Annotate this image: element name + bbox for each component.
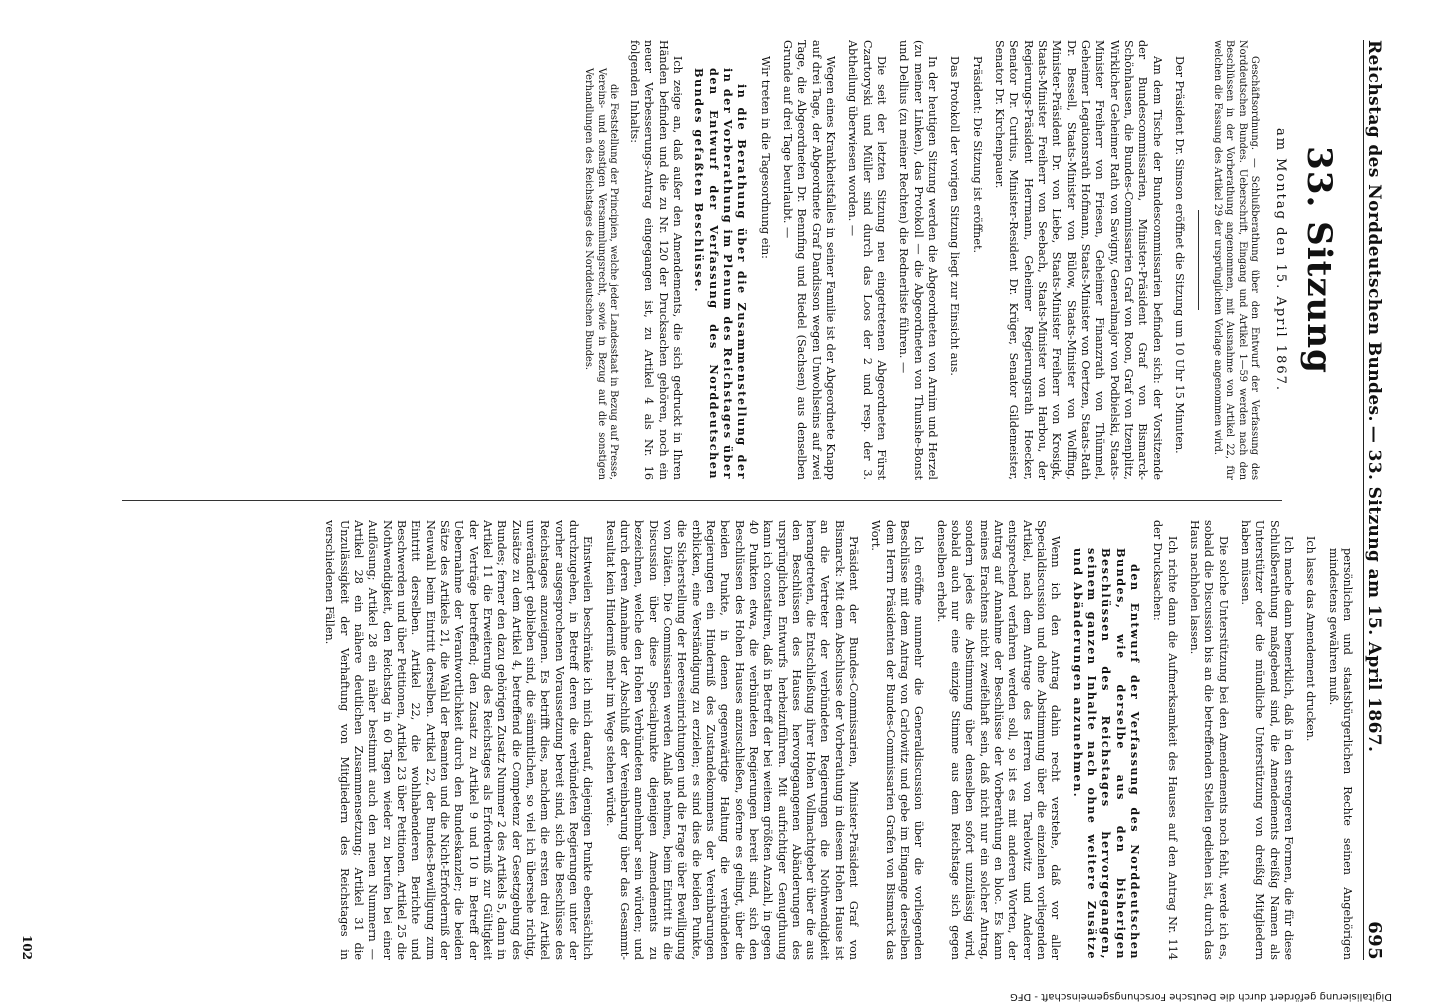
paragraph: Ich mache dann bemerklich, daß in den strengeren Formen, die für diese Schlußberathung maßgebend sind, die Amendements dreißig Namen als Unterstützer oder die mündliche Unterstützung von dreißig Mitgliedern haben müssen. bbox=[1239, 520, 1296, 960]
paragraph: Ich lasse das Amendement drucken. bbox=[1304, 536, 1318, 742]
running-head bbox=[1363, 40, 1392, 960]
paragraph: Der Präsident Dr. Simson eröffnet die Sitzung um 10 Uhr 15 Minuten. bbox=[1172, 56, 1186, 454]
motion-text: den Entwurf der Verfassung des Norddeutschen Bundes, wie derselbe aus den bisherigen Beschlüssen des Reichstages hervorgegangen, seinem ganzen Inhalte nach ohne weitere Zusätze und Abänderungen anzunehmen. bbox=[1070, 548, 1143, 960]
paragraph: Wir treten in die Tagesordnung ein: bbox=[758, 56, 772, 259]
paragraph: Wegen eines Krankheitsfalles in seiner Familie ist der Abgeordnete Knapp auf drei Tage, der Abgeordnete Graf Dandisson wegen Unwohlseins auf zwei Tage, die Abgeordneten Dr. Bennfing und Riedel (Sachsen) aus denselben Grunde auf drei Tage beurlaubt. — bbox=[781, 40, 838, 480]
session-title: 33. Sitzung bbox=[1299, 146, 1339, 374]
session-date: am Montag den 15. April 1867. bbox=[1273, 127, 1289, 393]
right-column bbox=[50, 520, 1354, 960]
separator-rule bbox=[1198, 210, 1199, 310]
session-summary: Geschäftsordnung. — Schlußberathung über den Entwurf der Verfassung des Norddeutschen Bundes. Ueberschrift, Eingang und Artikel 1—59 werden nach den Beschlüssen in der Vorberathung angenommen, mit Ausnahme von Artikel 22, für welchen die Fassung des Artikel 29 der ursprünglichen Vorlage angenommen wird. bbox=[1212, 40, 1260, 480]
header-center: — 33. Sitzung am 15. April 1867. bbox=[1364, 425, 1384, 753]
agenda-item: in die Berathung über die Zusammenstellung der in der Vorberathung im Plenum des Reichstages über den Entwurf der Verfassung des Norddeutschen Bundes gefaßten Beschlüsse. bbox=[692, 68, 750, 480]
header-left: Reichstag des Norddeutschen Bundes. bbox=[1364, 40, 1384, 422]
paragraph: Am dem Tische der Bundescommissarien befinden sich: der Vorsitzende der Bundescommissarien, Minister-Präsident Graf von Bismarck-Schönhausen, die Bundes-Commissarien Graf von Roon, Graf von Itzenplitz, Wirklicher Geheimer Rath von Savigny, Generalmajor von Podbielski, Staats-Minister Freiherr von Friesen, Geheimer Finanzrath von Thümmel, Geheimer Legationsrath Hofmann, Staats-Minister von Oertzen, Staats-Rath Dr. Bessell, Staats-Minister von Bülow, Staats-Minister von Wolffing, Minister-Präsident Dr. von Liebe, Staats-Minister Freiherr von Krosigk, Staats-Minister Freiherr von Seebach, Staats-Minister von Harbou, der Regierungs-Präsident Herrmann, Geheimer Regierungsrath Hoecker, Senator Dr. Curtius, Minister-Resident Dr. Krüger, Senator Gildemeister, Senator Dr. Kirchenpauer. bbox=[992, 40, 1164, 480]
paragraph: Die solche Unterstützung bei den Amendements noch fehlt, werde ich es, sobald die Discussion bis an die betreffenden Stellen gediehen ist, durch das Haus nachholen lassen. bbox=[1188, 520, 1230, 960]
paragraph: Präsident: Die Sitzung ist eröffnet. bbox=[970, 56, 984, 254]
signature-number: 102 bbox=[20, 934, 34, 960]
paragraph: Ich richte dann die Aufmerksamkeit des Hauses auf den Antrag Nr. 114 der Drucksachen: bbox=[1151, 520, 1179, 960]
paragraph: Präsident der Bundes-Commissarien, Minister-Präsident Graf von Bismarck: Mit dem Abschlusse der Vorberathung in diesem Hohen Hause ist an die Vertreter der verbündeten Regierungen die Nothwendigkeit herangetreten, die Entschließung ihrer Hohen Vollmachtgeber über die aus den Beschlüssen des Hauses hervorgegangenen Abänderungen des ursprünglichen Entwurfs herbeizuführen. Mit aufrichtiger Genugthuung kann ich constatiren, daß in Betreff der bei weitem größten Anzahl, in gegen 40 Punkten etwa, die verbündeten Regierungen bereit sind, sich den Beschlüssen des Hohen Hauses anzuschließen, soferne es gelingt, über die beiden Punkte, in denen gegenwärtige Haltung die verbündeten Regierungen ein Hinderniß des Zustandekommens der Vereinbarungen erblicken, eine Verständigung zu erzielen; es sind dies die beiden Punkte, die Sicherstellung der Heereseinrichtungen und die Frage über Bewilligung von Diäten. Die Commissarien werden Anlaß nehmen, beim Eintritt in die Discussion über diese Specialpunkte diejenigen Amendements zu bezeichnen, welche den Hohen Verbündeten annehmbar sein würden; und durch deren Annahme der Abschluß der Vereinbarung über das Gesammt-Resultat kein Hinderniß mehr im Wege stehen würde. bbox=[603, 520, 861, 960]
paragraph: In der heutigen Sitzung werden die Abgeordneten von Arnim und Herzel (zu meiner Linken), das Protokoll — die Abgeordneten von Thunshe-Bonst und Dellius (zu meiner Rechten) die Rednerliste führen. — bbox=[897, 40, 939, 480]
dfg-side-note: Digitalisierung gefördert durch die Deutsche Forschungsgemeinschaft - DFG bbox=[1009, 991, 1392, 1002]
page-number: 695 bbox=[1364, 921, 1385, 960]
paragraph: Das Protokoll der vorigen Sitzung liegt zur Einsicht aus. bbox=[948, 56, 962, 376]
left-column bbox=[50, 40, 1354, 480]
paragraph: Einstweilen beschränke ich mich darauf, diejenigen Punkte ebensächlich durchzugehen, in Betreff deren die verbündeten Regierungen unter der vorher ausgesprochenen Voraussetzung bereit sind, sich die Beschlüsse des Reichstages anzueignen. Es betrifft dies, nachdem die ersten drei Artikel unverändert geblieben sind, die sämmtlichen, so viel ich übersehe richtig, Zusätze zu dem Artikel 4, betreffend die Competenz der Gesetzgebung des Bundes; ferner den dazu gehörigen Zusatz Nummer 2 des Artikels 5, dann in Artikel 11 die Erweiterung des Reichstages als Erforderniß zur Gültigkeit der Verträge betreffend; den Zusatz zu Artikel 9 und 10 in Betreff der Uebernahme der Verantwortlichkeit durch den Bundeskanzler; die beiden Sätze des Artikels 21, die Wahl der Beamten und die Nicht-Erforderniß der Neuwahl beim Eintritt derselben. Artikel 22, der Bundes-Bewilligung zum Eintritt derselben. Artikel 22, die wohlhabenderen Berichte und Beschwerden und über Petitionen, Artikel 23 über Petitionen. Artikel 25 die Nothwendigkeit, den Reichstag in 60 Tagen wieder zu berufen bei einer Auflösung; Artikel 28 ein näher bestimmt auch den neuen Nummern — Artikel 28 ein nähere deutlichen Zusammensetzung; Artikel 31 die Unzulässigkeit der Verhaftung von Mitgliedern des Reichstages in verschiedenen Fällen. bbox=[323, 520, 595, 960]
paragraph: Wenn ich den Antrag dahin recht verstehe, daß vor aller Specialdiscussion und ohne Abstimmung über die einzelnen vorliegenden Artikel, nach dem Antrage des Herren von Tarelowitz und Anderer entsprechend verfahren werden soll, so ist es mit anderen Worten, der Antrag auf Annahme der Beschlüsse der Vorberathung en bloc. Es kann meines Erachtens nicht zweifelhaft sein, daß nicht nur ein solcher Antrag, sondern jedes die Abstimmung über denselben sofort unzulässig wird, sobald auch nur eine einzige Stimme aus dem Reichstage sich gegen denselben erhebt. bbox=[934, 520, 1063, 960]
amendment-text: die Feststellung der Principien, welche jeder Landesstaat in Bezug auf Presse, Vereins- und sonstigen Versammlungsrecht, sowie in Bezug auf die sonstigen Verhandlungen des Reichstages des Norddeutschen Bundes. bbox=[583, 68, 619, 480]
paragraph: Ich eröffne nunmehr die Generaldiscussion über die vorliegenden Beschlüsse mit dem Antrag von Carlowitz und gebe im Eingange derselben dem Herrn Präsidenten der Bundes-Commissarien Grafen von Bismarck das Wort. bbox=[869, 520, 926, 960]
paragraph: Ich zeige an, daß außer den Amendements, die sich gedruckt in Ihren Händen befinden und die zu Nr. 120 der Drucksachen gehören, noch ein neuer Verbesserungs-Antrag eingegangen ist, zu Artikel 4 als Nr. 16 folgenden Inhalts: bbox=[628, 40, 685, 480]
column-divider bbox=[122, 500, 1282, 501]
paragraph: Die seit der letzten Sitzung neu eingetretenen Abgeordneten Fürst Czartoryski und Müller sind durch das Loos der 2 und resp. der 3. Abtheilung überwiesen worden. — bbox=[846, 40, 889, 480]
paragraph: persönlichen und staatsbürgerlichen Rechte seinen Angehörigen mindestens gewähren muß. bbox=[1326, 548, 1354, 960]
